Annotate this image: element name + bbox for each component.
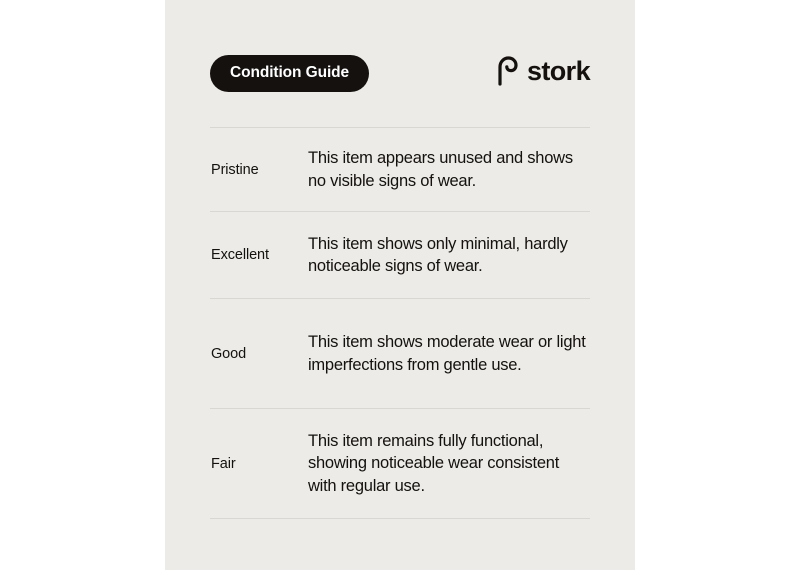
condition-table <box>210 127 590 519</box>
table-row <box>210 299 590 409</box>
brand-lockup <box>497 56 590 86</box>
brand-name: stork <box>526 55 590 86</box>
condition-description: This item shows moderate wear or light imperfections from gentle use. <box>308 333 586 374</box>
table-row <box>210 409 590 519</box>
condition-label: Good <box>211 345 247 362</box>
card-content <box>210 0 590 570</box>
table-row <box>210 212 590 299</box>
table-row <box>210 128 590 212</box>
condition-description: This item appears unused and shows no visible signs of wear. <box>308 149 573 190</box>
condition-description: This item shows only minimal, hardly noticeable signs of wear. <box>308 234 568 275</box>
card-header <box>210 55 590 95</box>
condition-guide-badge: Condition Guide <box>210 55 369 92</box>
condition-description: This item remains fully functional, showing noticeable wear consistent with regular use. <box>308 432 560 495</box>
condition-label: Excellent <box>211 247 269 263</box>
condition-guide-card <box>165 0 635 570</box>
condition-label: Pristine <box>211 161 259 178</box>
stork-logo-icon <box>497 56 519 86</box>
condition-label: Fair <box>211 455 236 472</box>
